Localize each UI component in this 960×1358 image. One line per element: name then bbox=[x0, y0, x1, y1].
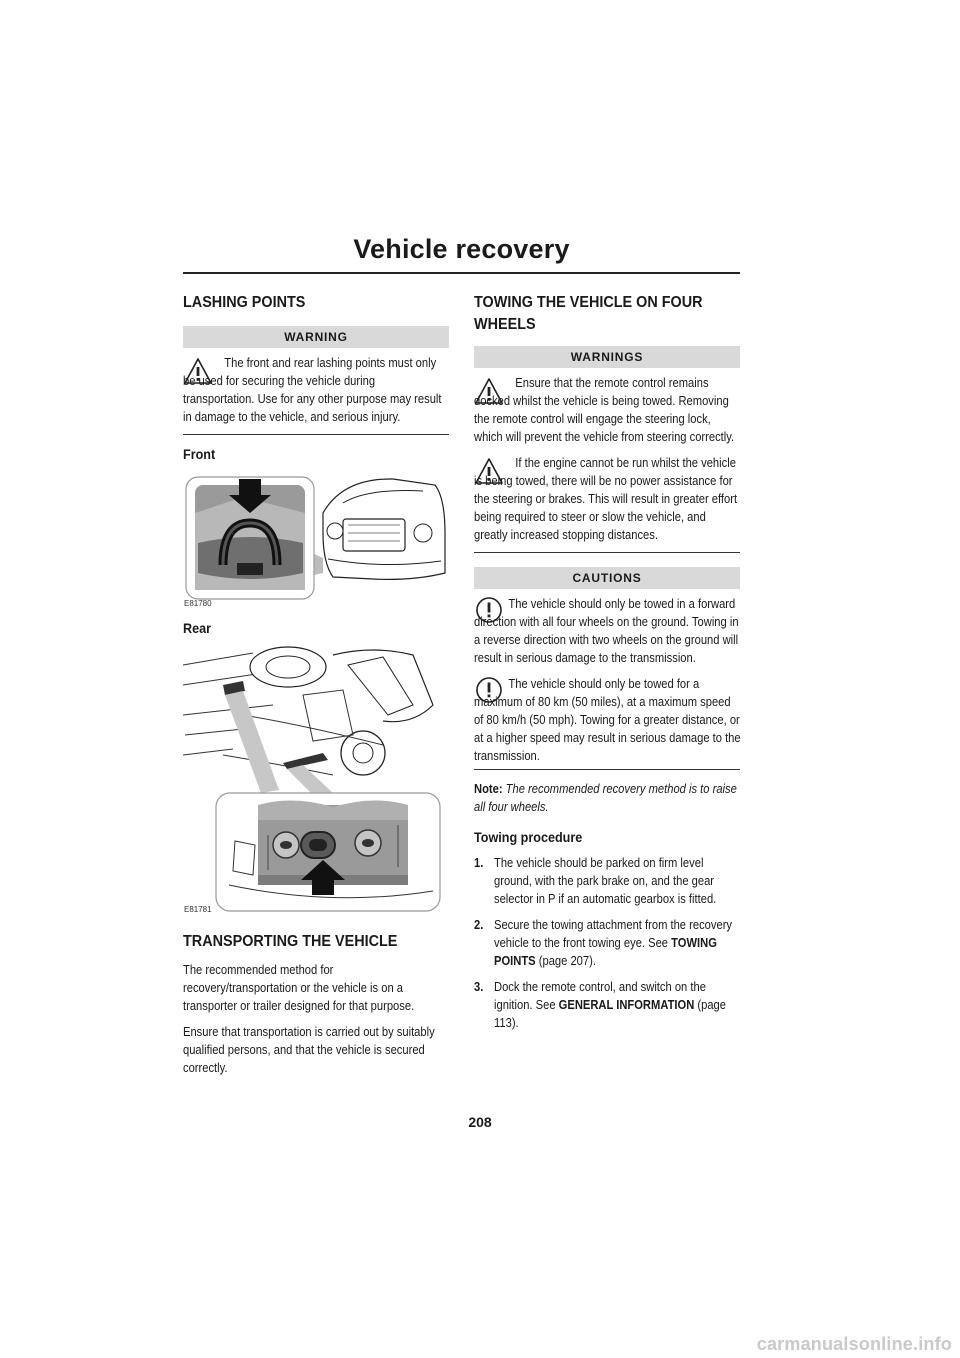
caution-2-text: The vehicle should only be towed for a maximum of 80 km (50 miles), at a maximum speed of 80 km/h (50 mph). Towing for a greater distance, or at a higher speed may result in serious damage to the transmission. bbox=[474, 676, 741, 763]
caution-item-1 bbox=[474, 589, 740, 667]
step-number: 3. bbox=[474, 979, 484, 994]
procedure-step-1 bbox=[474, 854, 740, 908]
warning-item bbox=[183, 348, 449, 435]
page-number: 208 bbox=[468, 1114, 492, 1130]
step-number: 1. bbox=[474, 855, 484, 870]
towing-heading-line-1: TOWING THE VEHICLE ON FOUR bbox=[474, 294, 703, 311]
cautions-title: CAUTIONS bbox=[474, 567, 740, 589]
lashing-heading: LASHING POINTS bbox=[183, 294, 306, 311]
front-lashing-figure bbox=[183, 473, 449, 613]
step-2-text: Secure the towing attachment from the recovery vehicle to the front towing eye. See TOWING POINTS (page 207). bbox=[494, 917, 733, 968]
left-column bbox=[183, 290, 449, 1077]
warning-1-text: Ensure that the remote control remains docked whilst the vehicle is being towed. Removing the remote control will engage the steering lock, which will prevent the vehicle from steering correctly. bbox=[474, 375, 735, 444]
warning-text: The front and rear lashing points must only be used for securing the vehicle during transportation. Use for any other purpose may result in damage to the vehicle, and serious injury. bbox=[183, 355, 442, 424]
rear-lashing-illustration bbox=[183, 645, 449, 913]
watermark: carmanualsonline.info bbox=[756, 1334, 952, 1354]
step-number: 2. bbox=[474, 917, 484, 932]
caution-1-text: The vehicle should only be towed in a forward direction with all four wheels on the ground. Towing in a reverse direction with two wheels on the ground will result in serious damage to the transmission. bbox=[474, 596, 739, 665]
procedure-heading: Towing procedure bbox=[474, 829, 583, 845]
towing-heading-line-2: WHEELS bbox=[474, 316, 536, 333]
warning-title: WARNING bbox=[183, 326, 449, 348]
step-3-text: Dock the remote control, and switch on the ignition. See GENERAL INFORMATION (page 113). bbox=[494, 979, 726, 1030]
rear-lashing-figure bbox=[183, 645, 449, 917]
lashing-warning-box bbox=[183, 326, 449, 435]
caution-item-2 bbox=[474, 667, 740, 770]
general-information-link[interactable]: GENERAL INFORMATION bbox=[558, 997, 695, 1012]
transporting-para-2: Ensure that transportation is carried out by suitably qualified persons, and that the vehicle is secured correctly. bbox=[183, 1024, 435, 1075]
towing-warnings-box bbox=[474, 346, 740, 553]
step-1-text: The vehicle should be parked on firm level ground, with the park brake on, and the gear selector in P if an automatic gearbox is fitted. bbox=[494, 855, 717, 906]
rear-label: Rear bbox=[183, 620, 212, 636]
page-title: Vehicle recovery bbox=[353, 234, 570, 264]
right-column bbox=[474, 290, 740, 1032]
procedure-step-3 bbox=[474, 978, 740, 1032]
warnings-title: WARNINGS bbox=[474, 346, 740, 368]
procedure-step-2 bbox=[474, 916, 740, 970]
warning-2-text: If the engine cannot be run whilst the vehicle is being towed, there will be no power assistance for the steering or brakes. This will result in greater effort being required to steer or slow the vehicle, and greatly increased stopping distances. bbox=[474, 455, 738, 542]
note-label: Note: bbox=[474, 781, 503, 796]
warning-item-2 bbox=[474, 446, 740, 553]
transporting-heading: TRANSPORTING THE VEHICLE bbox=[183, 933, 398, 950]
front-figure-code: E81780 bbox=[184, 599, 212, 608]
transporting-para-1: The recommended method for recovery/transportation or the vehicle is on a transporter or trailer designed for that purpose. bbox=[183, 962, 415, 1013]
front-lashing-illustration bbox=[183, 473, 449, 608]
note-text: The recommended recovery method is to raise all four wheels. bbox=[474, 781, 737, 814]
towing-points-link[interactable]: TOWING POINTS bbox=[494, 935, 717, 968]
towing-cautions-box bbox=[474, 567, 740, 770]
rear-figure-code: E81781 bbox=[184, 905, 212, 914]
note bbox=[474, 780, 741, 816]
warning-item-1 bbox=[474, 368, 740, 446]
title-rule bbox=[183, 272, 740, 274]
front-label: Front bbox=[183, 446, 216, 462]
